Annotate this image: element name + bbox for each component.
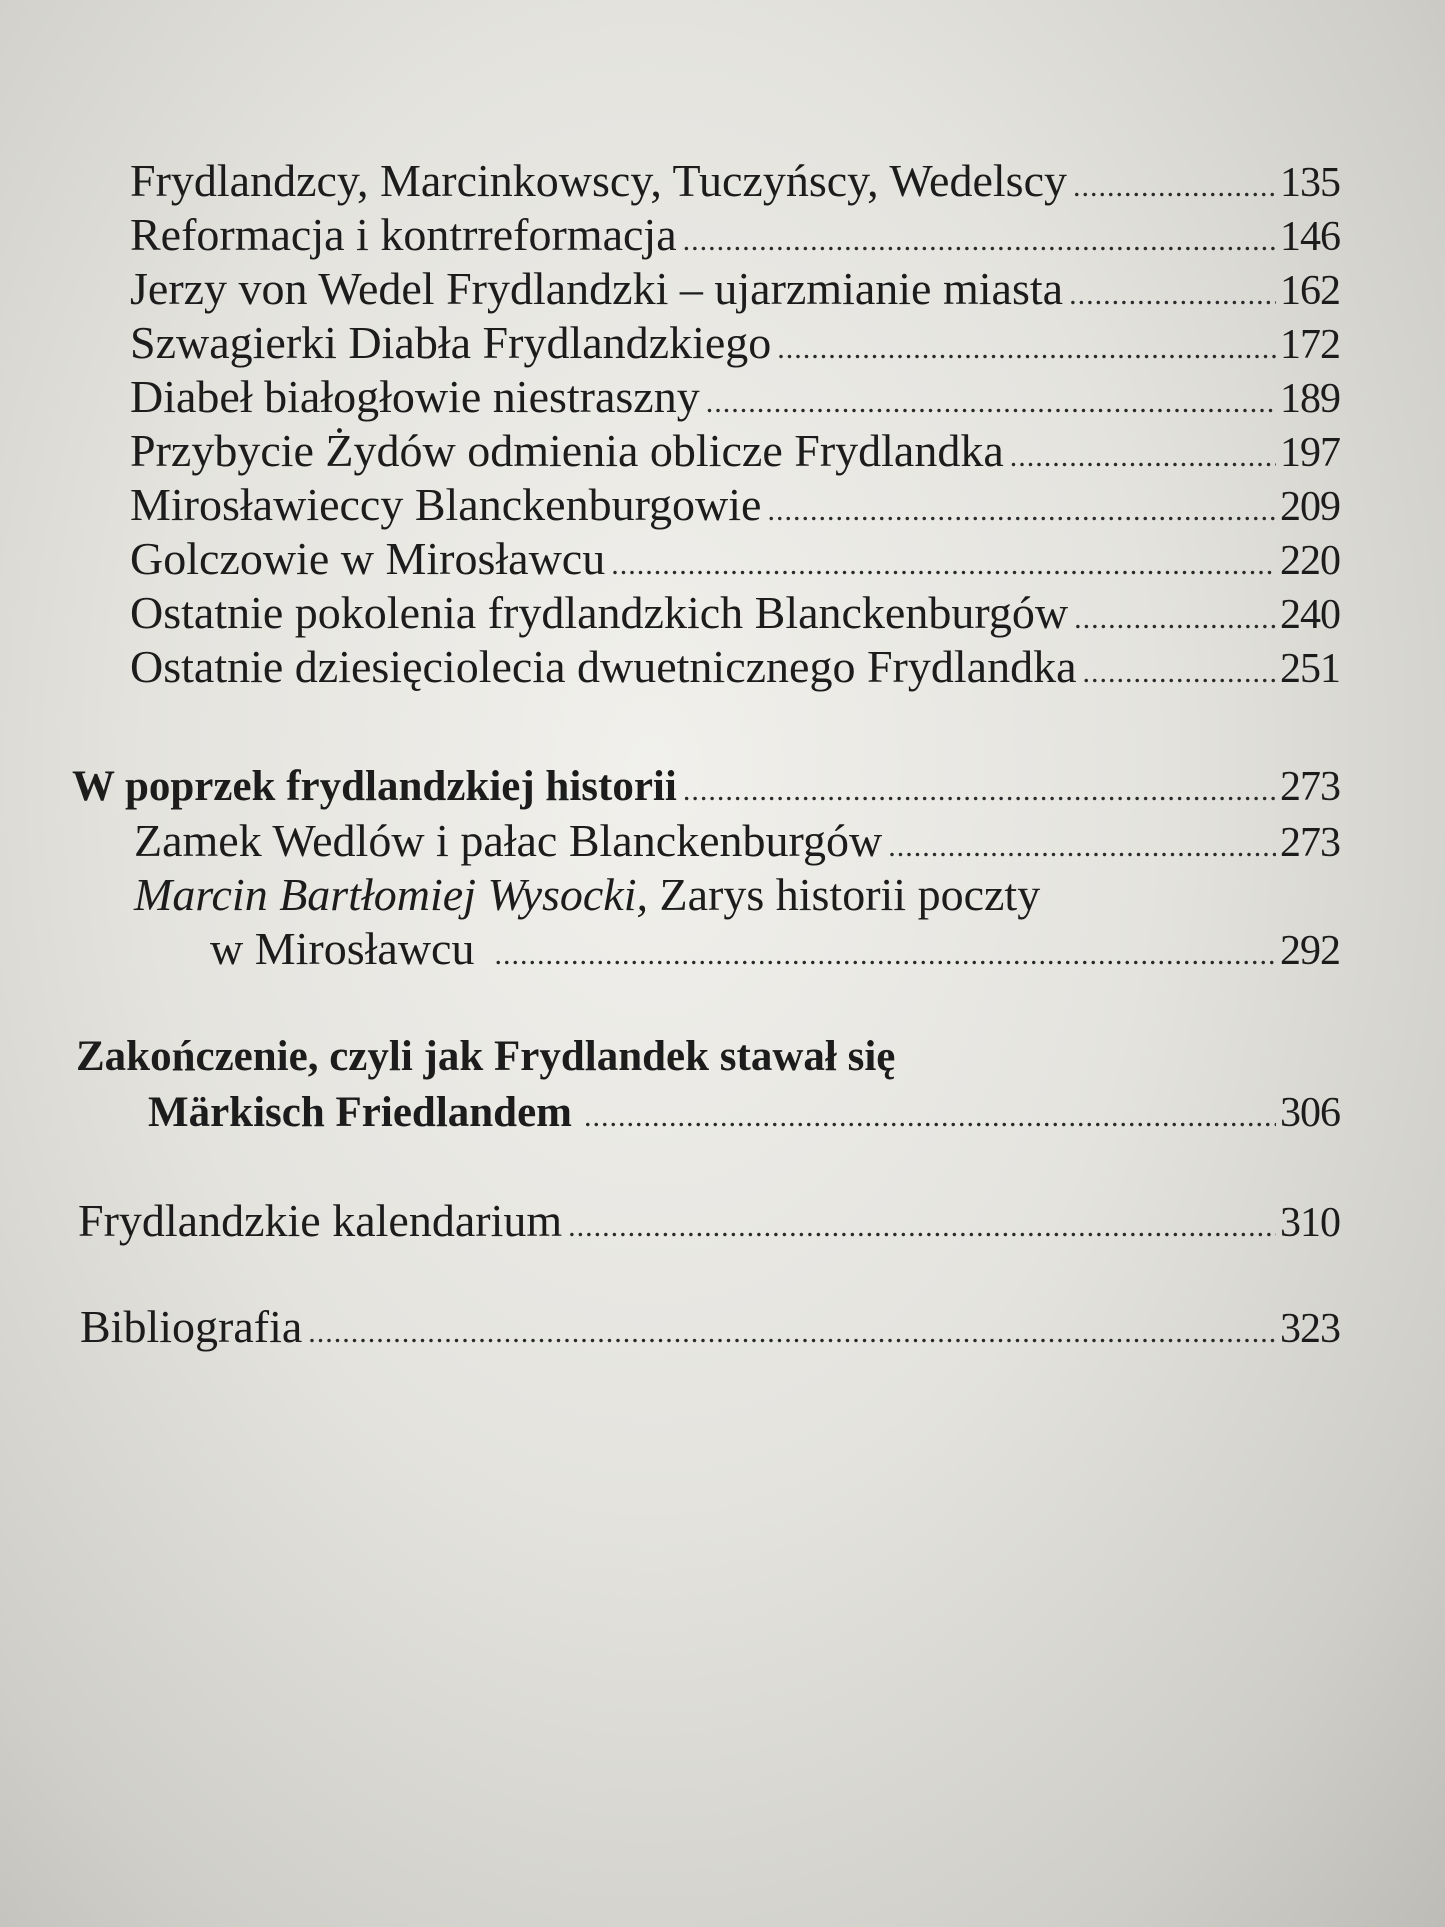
toc-entry-title: Zarys historii poczty xyxy=(648,869,1041,920)
toc-entry xyxy=(130,316,1340,376)
leader-dots xyxy=(683,214,1276,268)
toc-entry xyxy=(130,424,1340,484)
toc-entry-title: Golczowie w Mirosławcu xyxy=(130,533,606,584)
toc-entry-page: 162 xyxy=(1280,268,1340,314)
section-page: 273 xyxy=(1280,764,1340,810)
leader-dots xyxy=(1082,646,1276,700)
toc-entry-title: Szwagierki Diabła Frydlandzkiego xyxy=(130,317,772,368)
leader-dots xyxy=(611,538,1276,592)
toc-entry-title: Przybycie Żydów odmienia oblicze Frydlandka xyxy=(130,425,1004,476)
section-page: 306 xyxy=(1280,1090,1340,1136)
toc-entry xyxy=(130,262,1340,322)
leader-dots xyxy=(777,322,1276,376)
section-title: Märkisch Friedlandem xyxy=(148,1089,572,1136)
toc-entry-page: 146 xyxy=(1280,214,1340,260)
toc-entry xyxy=(130,478,1340,538)
toc-section-heading-continuation xyxy=(148,1086,1340,1144)
toc-entry-page: 209 xyxy=(1280,484,1340,530)
leader-dots xyxy=(1073,160,1276,214)
toc-entry-title: Frydlandzcy, Marcinkowscy, Tuczyńscy, Wedelscy xyxy=(130,155,1067,206)
toc-entry-page: 220 xyxy=(1280,538,1340,584)
toc-entry-page: 323 xyxy=(1280,1306,1340,1352)
author-name: Marcin Bartłomiej Wysocki, xyxy=(134,869,648,920)
leader-dots xyxy=(888,820,1276,874)
toc-entry-page: 197 xyxy=(1280,430,1340,476)
toc-entry-title: Jerzy von Wedel Frydlandzki – ujarzmianie miasta xyxy=(130,263,1064,314)
toc-entry-continuation xyxy=(210,922,1340,982)
toc-entry-page: 135 xyxy=(1280,160,1340,206)
toc-section-heading xyxy=(72,760,1340,818)
leader-dots xyxy=(584,1090,1276,1144)
toc-entry-title: Zamek Wedlów i pałac Blanckenburgów xyxy=(134,815,883,866)
leader-dots xyxy=(568,1200,1276,1254)
leader-dots xyxy=(767,484,1276,538)
toc-entry xyxy=(130,208,1340,268)
leader-dots xyxy=(683,764,1276,818)
toc-entry-page: 292 xyxy=(1280,928,1340,974)
leader-dots xyxy=(1010,430,1276,484)
leader-dots xyxy=(308,1306,1276,1360)
toc-entry xyxy=(130,370,1340,430)
toc-entry-title: w Mirosławcu xyxy=(210,923,475,974)
toc-entry-title: Bibliografia xyxy=(80,1301,303,1352)
toc-entry-title: Reformacja i kontrreformacja xyxy=(130,209,677,260)
toc-entry-title: Diabeł białogłowie niestraszny xyxy=(130,371,700,422)
leader-dots xyxy=(494,928,1276,982)
toc-entry-title: Frydlandzkie kalendarium xyxy=(78,1195,563,1246)
toc-entry xyxy=(130,640,1340,700)
toc-entry xyxy=(130,532,1340,592)
section-title: W poprzek frydlandzkiej historii xyxy=(72,763,677,810)
toc-entry-title: Mirosławieccy Blanckenburgowie xyxy=(130,479,762,530)
toc-entry xyxy=(80,1300,1340,1360)
toc-entry-page: 310 xyxy=(1280,1200,1340,1246)
leader-dots xyxy=(706,376,1276,430)
toc-entry xyxy=(78,1194,1340,1254)
toc-entry-page: 189 xyxy=(1280,376,1340,422)
toc-entry-title: Ostatnie pokolenia frydlandzkich Blanckenburgów xyxy=(130,587,1069,638)
leader-dots xyxy=(1069,268,1276,322)
toc-entry xyxy=(134,814,1340,874)
toc-entry-page: 251 xyxy=(1280,646,1340,692)
toc-entry-page: 172 xyxy=(1280,322,1340,368)
toc-entry-page: 240 xyxy=(1280,592,1340,638)
toc-entry xyxy=(130,154,1340,214)
toc-entry-first-line xyxy=(134,868,1040,922)
leader-dots xyxy=(1074,592,1276,646)
toc-entry-title: Ostatnie dziesięciolecia dwuetnicznego Frydlandka xyxy=(130,641,1077,692)
toc-entry-page: 273 xyxy=(1280,820,1340,866)
toc-section-heading: Zakończenie, czyli jak Frydlandek stawał się xyxy=(76,1033,896,1080)
toc-entry xyxy=(130,586,1340,646)
